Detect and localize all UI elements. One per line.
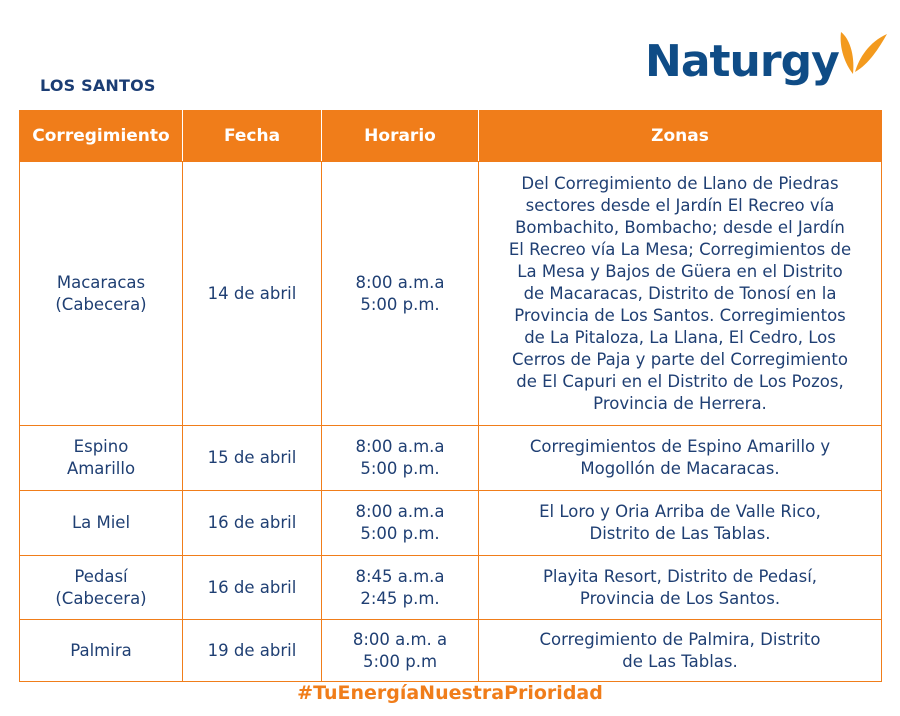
schedule-table bbox=[19, 110, 882, 682]
table-row bbox=[20, 556, 882, 620]
cell-zonas: Corregimiento de Palmira, Distrito de Las Tablas. bbox=[539, 629, 821, 671]
region-title: LOS SANTOS bbox=[40, 76, 156, 95]
cell-zonas: Del Corregimiento de Llano de Piedras sectores desde el Jardín El Recreo vía Bombachito, Bombacho; desde el Jardín El Recreo vía La Mesa; Corregimientos de La Mesa y Bajos de Güera en el Distrito de Macaracas, Distrito de Tonosí en la Provincia de Los Santos. Corregimientos de La Pitaloza, La Llana, El Cedro, Los Cerros de Paja y parte del Corregimiento de El Capuri en el Distrito de Los Pozos, Provincia de Herrera. bbox=[508, 173, 852, 413]
column-header-horario: Horario bbox=[322, 111, 479, 162]
cell-horario: 8:45 a.m.a 2:45 p.m. bbox=[355, 566, 445, 608]
cell-horario: 8:00 a.m.a 5:00 p.m. bbox=[355, 437, 445, 478]
table-row bbox=[20, 426, 882, 491]
column-header-corregimiento: Corregimiento bbox=[20, 111, 183, 162]
cell-corregimiento: Espino Amarillo bbox=[66, 437, 136, 478]
cell-fecha: 15 de abril bbox=[207, 448, 297, 467]
cell-zonas: Playita Resort, Distrito de Pedasí, Provincia de Los Santos. bbox=[542, 566, 818, 608]
cell-horario: 8:00 a.m. a 5:00 p.m bbox=[352, 629, 448, 671]
cell-fecha: 16 de abril bbox=[207, 513, 297, 532]
column-header-zonas: Zonas bbox=[479, 111, 882, 162]
table-header-row bbox=[20, 111, 882, 162]
cell-fecha: 19 de abril bbox=[207, 640, 297, 660]
cell-corregimiento: La Miel bbox=[71, 513, 131, 532]
cell-fecha: 16 de abril bbox=[207, 577, 297, 597]
table-row bbox=[20, 491, 882, 556]
cell-horario: 8:00 a.m.a 5:00 p.m. bbox=[355, 502, 445, 543]
cell-zonas: Corregimientos de Espino Amarillo y Mogollón de Macaracas. bbox=[529, 437, 831, 478]
table-row bbox=[20, 162, 882, 426]
campaign-hashtag: #TuEnergíaNuestraPrioridad bbox=[297, 682, 603, 704]
cell-corregimiento: Pedasí (Cabecera) bbox=[55, 566, 147, 608]
cell-corregimiento: Palmira bbox=[70, 640, 132, 660]
cell-fecha: 14 de abril bbox=[207, 283, 297, 303]
cell-zonas: El Loro y Oria Arriba de Valle Rico, Distrito de Las Tablas. bbox=[539, 502, 821, 543]
column-header-fecha: Fecha bbox=[183, 111, 322, 162]
cell-horario: 8:00 a.m.a 5:00 p.m. bbox=[355, 272, 445, 314]
table-row bbox=[20, 620, 882, 682]
cell-corregimiento: Macaracas (Cabecera) bbox=[55, 272, 147, 314]
butterfly-icon bbox=[835, 28, 890, 78]
naturgy-logo bbox=[645, 26, 890, 96]
brand-name: Naturgy bbox=[645, 36, 839, 87]
